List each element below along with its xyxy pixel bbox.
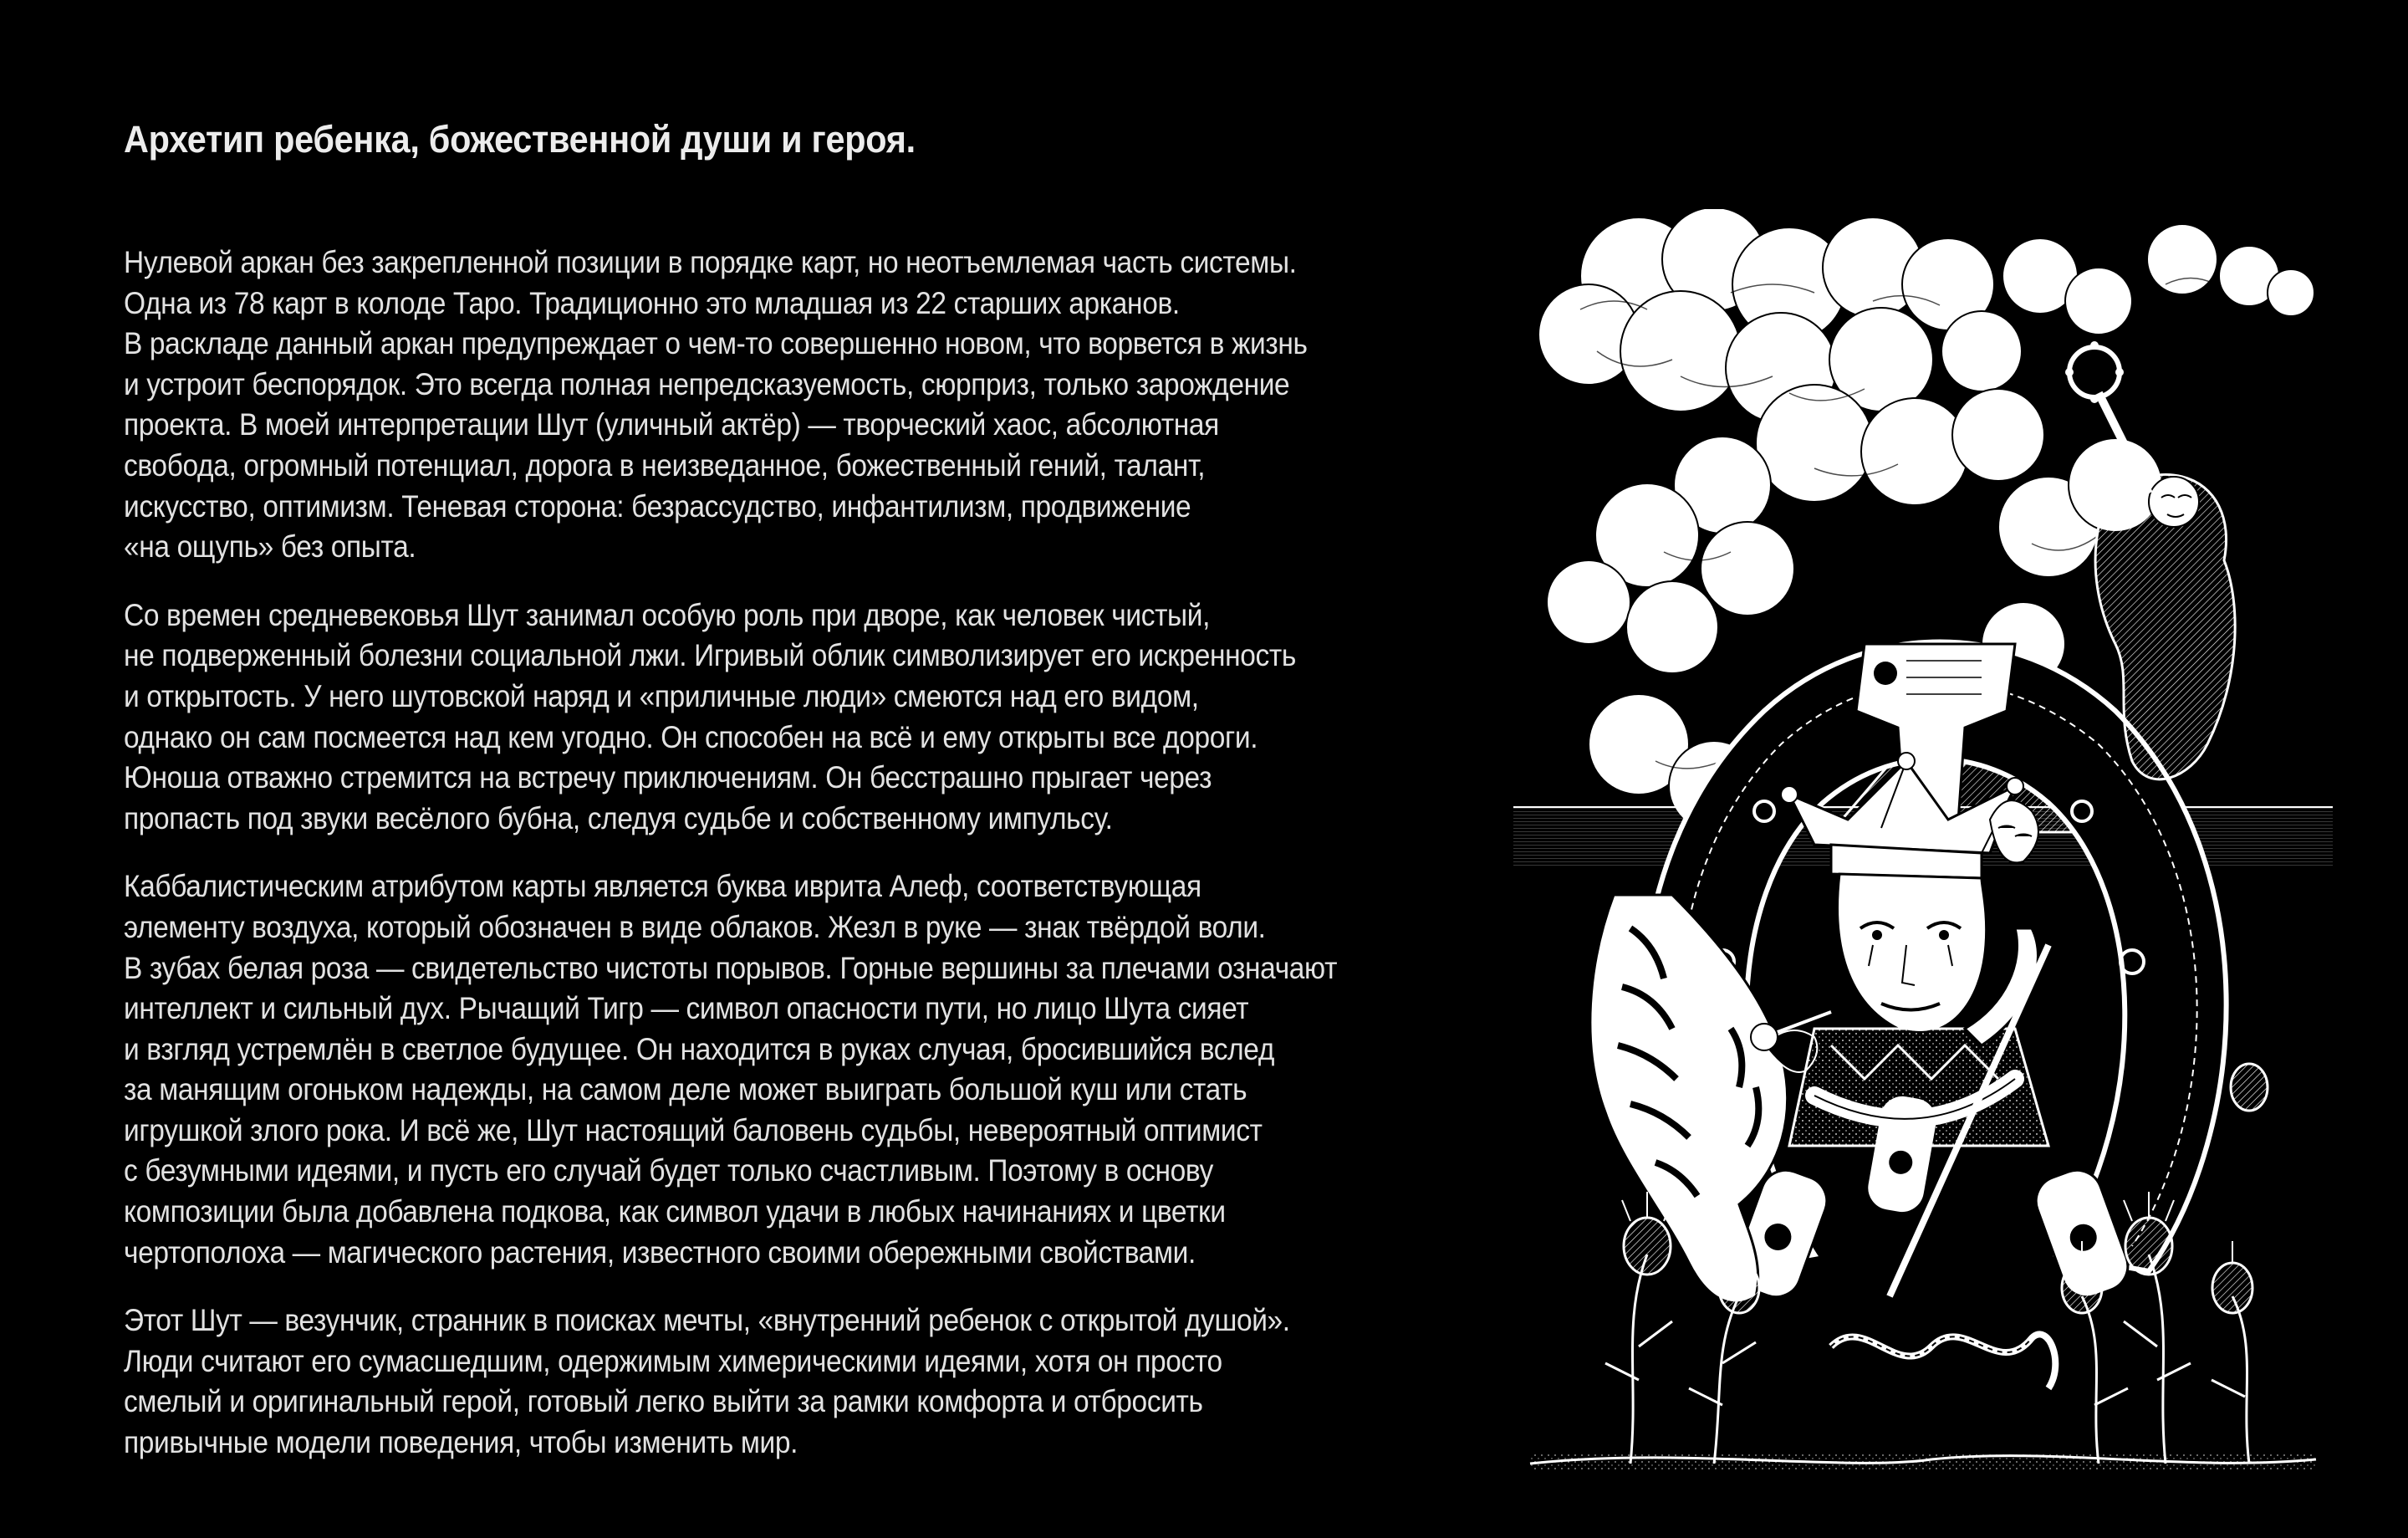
page-heading: Архетип ребенка, божественной души и героя.	[124, 118, 916, 161]
text-line: чертополоха — магического растения, известного своими обережными свойствами.	[124, 1234, 1196, 1270]
text-line: Люди считают его сумасшедшим, одержимым химерическими идеями, хотя он просто	[124, 1343, 1222, 1378]
text-line: Нулевой аркан без закрепленной позиции в порядке карт, но неотъемлемая часть системы.	[124, 245, 1297, 279]
text-line: искусство, оптимизм. Теневая сторона: безрассудство, инфантилизм, продвижение	[124, 488, 1191, 524]
fool-illustration	[1513, 209, 2333, 1480]
text-line: и взгляд устремлён в светлое будущее. Он находится в руках случая, бросившийся вслед	[124, 1031, 1275, 1066]
text-column	[124, 117, 1428, 1491]
fool-illustration-svg	[1513, 209, 2333, 1480]
text-line: не подверженный болезни социальной лжи. Игривый облик символизирует его искренность	[124, 638, 1296, 673]
paragraph-4	[124, 1300, 1441, 1463]
text-line: за манящим огоньком надежды, на самом деле может выиграть большой куш или стать	[124, 1072, 1247, 1107]
ribbon	[1831, 1334, 2055, 1388]
text-line: В раскладе данный аркан предупреждает о чем-то совершенно новом, что ворвется в жизнь	[124, 326, 1308, 361]
paragraph-2	[124, 595, 1441, 840]
text-line: Этот Шут — везунчик, странник в поисках мечты, «внутренний ребенок с открытой душой».	[124, 1303, 1290, 1338]
text-line: пропасть под звуки весёлого бубна, следуя судьбе и собственному импульсу.	[124, 800, 1113, 835]
text-line: привычные модели поведения, чтобы изменить мир.	[124, 1425, 798, 1460]
paragraph-3	[124, 866, 1441, 1273]
text-line: игрушкой злого рока. И всё же, Шут настоящий баловень судьбы, невероятный оптимист	[124, 1112, 1263, 1147]
paragraphs	[124, 243, 1428, 1464]
text-line: Юноша отважно стремится на встречу приключениям. Он бесстрашно прыгает через	[124, 760, 1212, 795]
text-line: «на ощупь» без опыта.	[124, 529, 416, 565]
text-line: Каббалистическим атрибутом карты является буква иврита Алеф, соответствующая	[124, 869, 1201, 904]
text-line: однако он сам посмеется над кем угодно. Он способен на всё и ему открыты все дороги.	[124, 719, 1258, 754]
text-line: Одна из 78 карт в колоде Таро. Традиционно это младшая из 22 старших арканов.	[124, 285, 1180, 320]
text-line: и устроит беспорядок. Это всегда полная непредсказуемость, сюрприз, только зарождение	[124, 366, 1290, 401]
text-line: свобода, огромный потенциал, дорога в неизведанное, божественный гений, талант,	[124, 447, 1206, 483]
text-line: композиции была добавлена подкова, как символ удачи в любых начинаниях и цветки	[124, 1194, 1226, 1229]
text-line: с безумными идеями, и пусть его случай будет только счастливым. Поэтому в основу	[124, 1153, 1214, 1188]
text-line: Со времен средневековья Шут занимал особую роль при дворе, как человек чистый,	[124, 597, 1211, 632]
text-line: интеллект и сильный дух. Рычащий Тигр — символ опасности пути, но лицо Шута сияет	[124, 991, 1249, 1026]
thistle-plants	[1605, 1254, 2249, 1464]
text-line: и открытость. У него шутовской наряд и «приличные люди» смеются над его видом,	[124, 678, 1199, 713]
paragraph-1	[124, 243, 1441, 568]
tambourine-icon	[2069, 347, 2120, 397]
text-line: смелый и оригинальный герой, готовый легко выйти за рамки комфорта и отбросить	[124, 1384, 1203, 1419]
rose-icon	[1751, 1024, 1778, 1050]
text-line: элементу воздуха, который обозначен в виде облаков. Жезл в руке — знак твёрдой воли.	[124, 909, 1266, 944]
text-line: В зубах белая роза — свидетельство чистоты порывов. Горные вершины за плечами означают	[124, 950, 1338, 985]
text-line: проекта. В моей интерпретации Шут (уличный актёр) — творческий хаос, абсолютная	[124, 407, 1219, 442]
